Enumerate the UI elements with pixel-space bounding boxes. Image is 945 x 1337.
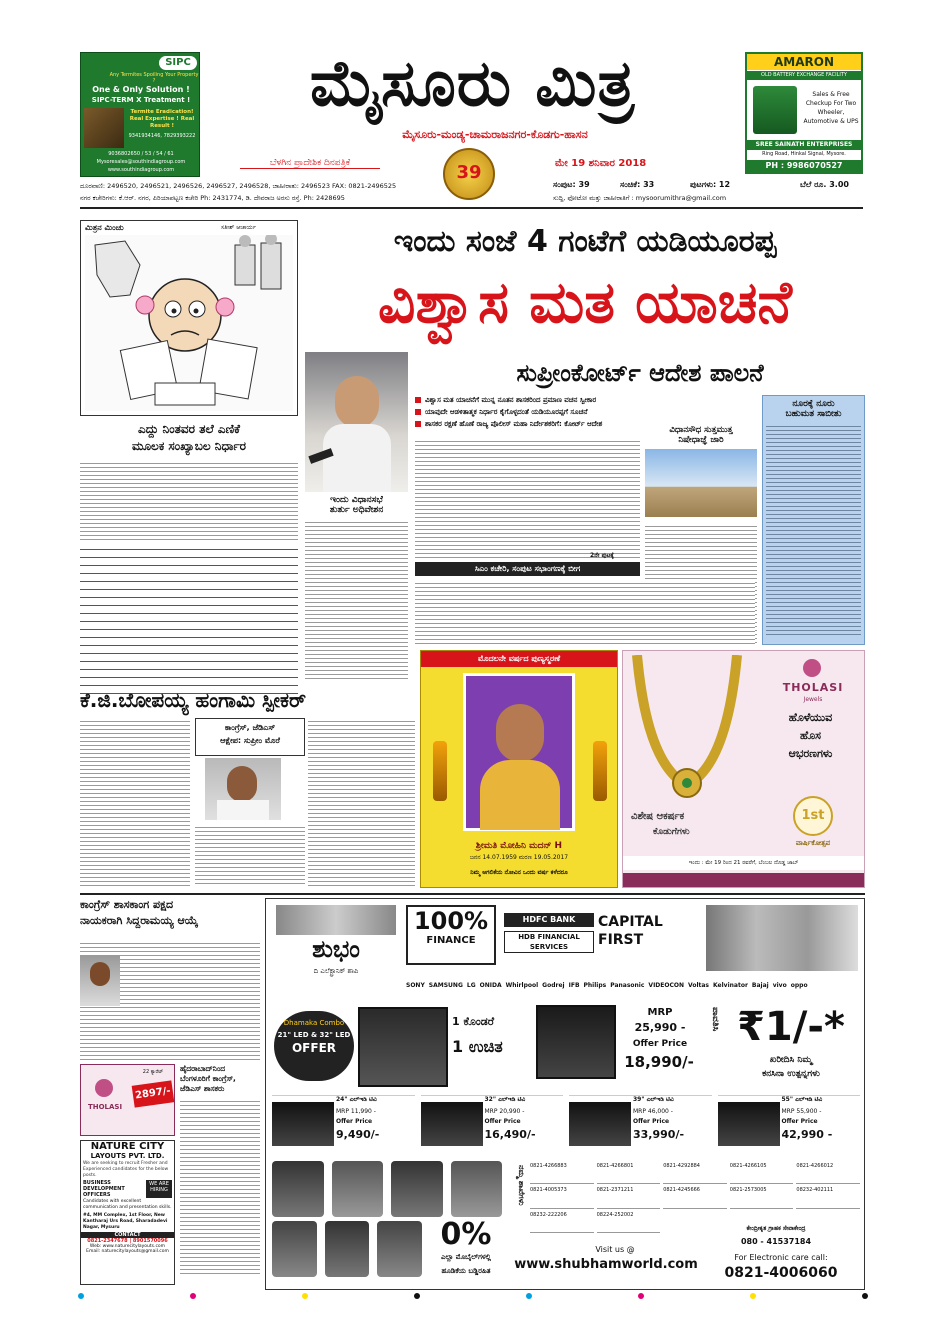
session-headline1: ಇಂದು ವಿಧಾನಸಭೆ [330,495,383,505]
sipc-line4: Termite Eradication! Real Expertise ! Real Result ! [129,109,195,129]
left-story-bullets [80,544,298,694]
shubham-ad[interactable]: ಶುಭಂ ದಿ ಎಲೆಕ್ಟ್ರಾನಿಕ್ ಶಾಪಿ 100% FINANCE HDFC BANK HDB FINANCIAL SERVICES CAPITAL FIRST SONY SAMSUNG LG ONIDA Whirlpool Godrej IFB Philips Panasonic VIDEOCON Voltas Kelvinator Bajaj vivo oppo Dhamaka Combo 21" LED & 32" LED OFFER 1 ಕೊಂಡರೆ 1 ಉಚಿತ MRP 25,990 - Offer Price 18,990/- ಪಾವತಿಸಿ ₹1/-* ಖರೀದಿಸಿ ನಿಮ್ಮ ಕನಸಿನಾ ಉತ್ಪನ್ನಗಳು 24" ಎಲ್‌ಇಡಿ ಟಿವಿ MRP 11,990 - Offer Price 9,490/- 32" ಎಲ್‌ಇಡಿ ಟಿವಿ MRP 20,990 - Offer Price 16,490/- 39" ಎಲ್‌ಇಡಿ ಟಿವಿ MRP 46,000 - Offer Price 33,990/- 55" ಎಲ್‌ಇಡಿ ಟಿವಿ MRP 55,900 - Offer Price 42,990 - 0% ಎಲ್ಲಾ ಮೊಬೈಲ್‌ಗಳಲ್ಲಿ ಹೂಡಿಕೆಯ ಬಡ್ಡಿರಹಿತ ನಮ್ಮ ಶಾಖೆಗಳು 0821-4266883 0821-4266801 0821-4292884 0821-4266105 0821-4266012 0821-4005373 0821-2371211 0821-4245666 0821-2573005 08232-402111 08232-222206 08224-252002 ಕೇಂದ್ರೀಕೃತ ಗ್ರಾಹಕ ಸೇವಾಕೇಂದ್ರ 080 - 41537184 Visit us @ www.shubhamworld.com For Electronic care call: 0821-4006060 [265,898,865,1290]
cartoon-title: ಮಿತ್ರನ ಮಿಂಚು [85,223,124,232]
session-story [305,495,408,685]
vidhana-headline2: ನಿಷೇಧಾಜ್ಞೆ ಜಾರಿ [678,435,724,445]
obituary-ad [420,650,618,888]
speaker-subhead: ಕಾಂಗ್ರೆಸ್, ಜೆಡಿಎಸ್ ಆಕ್ಷೇಪ: ಸುಪ್ರೀಂ ಮೊರೆ [195,718,305,756]
cartoon-box [80,220,298,416]
lamp-right [593,741,607,801]
cm-story-headline: ಸಿಎಂ ಕಚೇರಿ, ಸಂಪುಟ ಸಭಾಂಗಣಕ್ಕೆ ಬೀಗ [415,562,640,576]
issue-date: ಮೇ 19 ಶನಿವಾರ 2018 [555,158,647,169]
appliances-right [706,905,858,971]
vidhana-photo [645,449,757,517]
hyderabad-story: ಹೈದರಾಬಾದ್‌ನಿಂದ ಬೆಂಗಳೂರಿಗೆ ಕಾಂಗ್ರೆಸ್, ಜೆಡಿಎಸ್ ಶಾಸಕರು [180,1064,260,1276]
tv-row: 24" ಎಲ್‌ಇಡಿ ಟಿವಿ MRP 11,990 - Offer Price 9,490/- 32" ಎಲ್‌ಇಡಿ ಟಿವಿ MRP 20,990 - Offer Price 16,490/- 39" ಎಲ್‌ಇಡಿ ಟಿವಿ MRP 46,000 - Offer Price 33,990/- 55" ಎಲ್‌ಇಡಿ ಟಿವಿ MRP 55,900 - Offer Price 42,990 - [272,1095,860,1155]
cartoon-drawing [85,235,293,411]
mobile-phones [272,1161,502,1217]
lamp-left [433,741,447,801]
branches-grid: 0821-4266883 0821-4266801 0821-4292884 0821-4266105 0821-4266012 0821-4005373 0821-2371211 0821-4245666 0821-2573005 08232-402111 08232-222206 08224-252002 [530,1163,860,1233]
obituary-footer: ನಿಮ್ಮ ಅಗಲಿಕೆಯ ನೋವಿನ ಒಂದು ವರ್ಷ ಕಳೆದರೂ [470,869,568,876]
anniversary-seal: 39 [443,148,495,200]
shubham-website[interactable]: www.shubhamworld.com [514,1257,698,1272]
sipc-ad[interactable] [80,52,200,177]
speaker-headline: ಕೆ.ಜಿ.ಬೋಪಯ್ಯ ಹಂಗಾಮಿ ಸ್ಪೀಕರ್ [80,688,307,712]
masthead [0,0,945,215]
registration-marks [78,1293,868,1301]
mobile-phones-2 [272,1221,422,1277]
tholasi-brand: THOLASI [782,681,844,694]
big-tv [536,1005,616,1079]
obituary-name: ಶ್ರೀಮತಿ ಮೋಹಿನಿ ಮದನ್ H [475,841,563,851]
main-bullet-2: ಯಾವುದೇ ಆಡಳಿತಾತ್ಮಕ ನಿರ್ಧಾರ ಕೈಗೊಳ್ಳದಂತೆ ಯಡಿಯೂರಪ್ಪಗೆ ಸೂಚನೆ [425,407,588,416]
small-tholasi-ad[interactable]: THOLASI 22 ಕ್ಯಾರೆಟ್ 2897/- [80,1064,175,1136]
tagline: ಬೆಳಗಿನ ಪ್ರಾದೇಶಿಕ ದಿನಪತ್ರಿಕೆ [240,158,380,169]
obituary-photo [463,673,575,831]
speaker-body-right [308,718,415,886]
amaron-ad[interactable]: AMARON OLD BATTERY EXCHANGE FACILITY Sales & Free Checkup For Two Wheeler, Automotive & UPS SREE SAINATH ENTERPRISES Ring Road, Hinkal Signal, Mysore. PH : 9986070527 [745,52,863,174]
sipc-line2: One & Only Solution ! [92,85,190,94]
bullet-icon [415,409,421,415]
bullet-icon [415,397,421,403]
blue-sidebar [762,395,865,645]
masthead-divider [80,207,863,209]
sipc-phone2: 9036802650 / 53 / 54 / 61 [108,151,174,157]
sipc-line1: Any Termites Spoiling Your Property ? [109,72,199,84]
issue-no: ಸಂಚಿಕೆ: 33 [620,180,655,189]
left-story [80,422,298,680]
sipc-logo: SIPC [159,56,197,70]
section-divider [80,893,865,895]
termite-photo [84,108,124,148]
speaker-body-left [80,718,190,886]
battery-image [753,86,797,134]
main-subhead: ಸುಪ್ರೀಂಕೋರ್ಟ್ ಆದೇಶ ಪಾಲನೆ [516,359,764,387]
amaron-logo: AMARON [747,54,861,70]
shubham-logo: ಶುಭಂ [312,935,360,963]
main-story-body [415,438,640,558]
main-bullet-3: ಶಾಸಕರ ರಕ್ಷಣೆ ಹೊಣೆ ರಾಜ್ಯ ಪೊಲೀಸ್ ಮಹಾ ನಿರ್ದೇಶಕರಿಗೆ: ಕೋರ್ಟ್ ಆದೇಶ [425,419,603,428]
bopaiah-photo [205,758,281,820]
sipc-email: Mysoresales@southindiagroup.com [96,159,186,165]
vidhana-headline1: ವಿಧಾನಸೌಧ ಸುತ್ತಮುತ್ತ [669,425,733,435]
obituary-banner: ಮೊದಲನೇ ವರ್ಷದ ಪುಣ್ಯಸ್ಮರಣೆ [421,651,617,667]
left-story-body [80,460,298,540]
bullet-icon [415,421,421,427]
siddaramaiah-photo [80,956,120,1006]
naturecity-ad[interactable]: NATURE CITY LAYOUTS PVT. LTD. We are seeking to recruit Fresher and Experienced candidates for the below posts. BUSINESS DEVELOPMENT OFFICERS WE ARE HIRING Candidates with excellent communication and presentation skills. #4, MM Complex, 1st Floor, New Kantharaj Urs Road, Sharadadevi Nagar, Mysuru CONTACT 0821-2347678 | 8901570096 Web: www.naturecitylayouts.com Email: naturecitylayouts@gmail.com [80,1140,175,1285]
left-story-headline1: ಎದ್ದು ನಿಂತವರ ತಲೆ ಎಣಿಕೆ [138,422,240,436]
branches-label: ನಮ್ಮ ಶಾಖೆಗಳು [517,1165,526,1206]
main-bullet-1: ವಿಶ್ವಾಸ ಮತ ಯಾಚನೆಗೆ ಮುನ್ನ ನೂತನ ಶಾಸಕರಿಂದ ಪ್ರಮಾಣ ವಚನ ಸ್ವೀಕಾರ [425,395,597,404]
cm-story-body [415,580,755,646]
tholasi-logo-icon [803,659,821,677]
cartoon-artist: ಸತೀಶ್ ಆಚಾರ್ಯ [221,224,256,231]
offices-line: ನಗರ ಕಚೇರಿಗಳು: ಕೆ.ಆರ್. ನಗರ, ಪಿರಿಯಾಪಟ್ಟಣ ಕಚೇರಿ Ph: 2431774, ಡಿ. ದೇವರಾಜ ಅರಸು ರಸ್ತೆ. Ph: 2428695 [80,194,345,202]
shubham-appliances [276,905,396,935]
tholasi-ad[interactable]: THOLASI Jewels ಹೊಳೆಯುವ ಹೊಸ ಆಭರಣಗಳು ವಿಶೇಷ ಆಕರ್ಷಕ ಕೊಡುಗೆಗಳು 1st ವಾರ್ಷಿಕೋತ್ಸವ ಇಂದು : ಮೇ 19 ರಿಂದ 21 ರವರೆಗೆ, ಬೆಂಬಲ ದೊಡ್ಡ ಜಾಬ್ [622,650,865,888]
sipc-web: www.southindiagroup.com [107,167,175,173]
session-headline2: ತುರ್ತು ಅಧಿವೇಶನ [329,505,384,515]
sidebar-headline2: ಬಹುಮತ ಸಾಬೀತು [785,409,842,419]
combo-tvs [358,1007,448,1087]
page-count: ಪುಟಗಳು: 12 [690,180,731,189]
phone-line: ದೂರವಾಣಿ: 2496520, 2496521, 2496526, 2496527, 2496528, ಜಾಹೀರಾತು: 2496523 FAX: 0821-2496525 [80,182,397,190]
finance-badge: 100% FINANCE [406,905,496,965]
sidebar-headline1: ನೂರಕ್ಕೆ ನೂರು [792,399,835,409]
anniversary-badge: 1st [793,796,833,836]
combo-badge: Dhamaka Combo 21" LED & 32" LED OFFER [274,1011,354,1081]
congress-headline2: ನಾಯಕರಾಗಿ ಸಿದ್ದರಾಮಯ್ಯ ಆಯ್ಕೆ [80,914,199,927]
congress-headline1: ಕಾಂಗ್ರೆಸ್ ಶಾಸಕಾಂಗ ಪಕ್ಷದ [80,898,174,911]
newspaper-subtitle: ಮೈಸೂರು-ಮಂಡ್ಯ-ಚಾಮರಾಜನಗರ-ಕೊಡಗು-ಹಾಸನ [402,128,588,141]
left-story-headline2: ಮೂಲಕ ಸಂಖ್ಯಾಬಲ ನಿರ್ಧಾರ [131,439,247,453]
obituary-dates: ಜನನ 14.07.1959 ಮರಣ 19.05.2017 [469,854,569,861]
email-line: ಸುದ್ದಿ, ಫೋಟೋ ಮತ್ತು ಜಾಹೀರಾತಿಗೆ : mysoorumithra@gmail.com [553,194,727,202]
sipc-line3: SIPC-TERM X Treatment ! [91,96,191,104]
yeddyurappa-photo [305,352,408,492]
necklace-image [627,655,747,805]
main-headline: ವಿಶ್ವಾಸ ಮತ ಯಾಚನೆ [378,268,792,336]
main-kicker: ಇಂದು ಸಂಜೆ 4 ಗಂಟೆಗೆ ಯಡಿಯೂರಪ್ಪ [393,224,777,259]
sipc-phone: 9341934146, 7829393222 [128,133,196,139]
newspaper-title: ಮೈಸೂರು ಮಿತ್ರ [309,47,636,121]
speaker-body-mid [195,824,305,886]
price: ಬೆಲೆ ರೂ. 3.00 [800,180,849,189]
rupee-one: ₹1/-* [737,1004,845,1050]
volume: ಸಂಪುಟ: 39 [553,180,590,189]
main-continued: 2ನೇ ಪುಟಕ್ಕೆ [590,552,614,559]
congress-story [80,898,260,928]
brand-strip: SONY SAMSUNG LG ONIDA Whirlpool Godrej IFB Philips Panasonic VIDEOCON Voltas Kelvinator Bajaj vivo oppo [406,981,808,989]
